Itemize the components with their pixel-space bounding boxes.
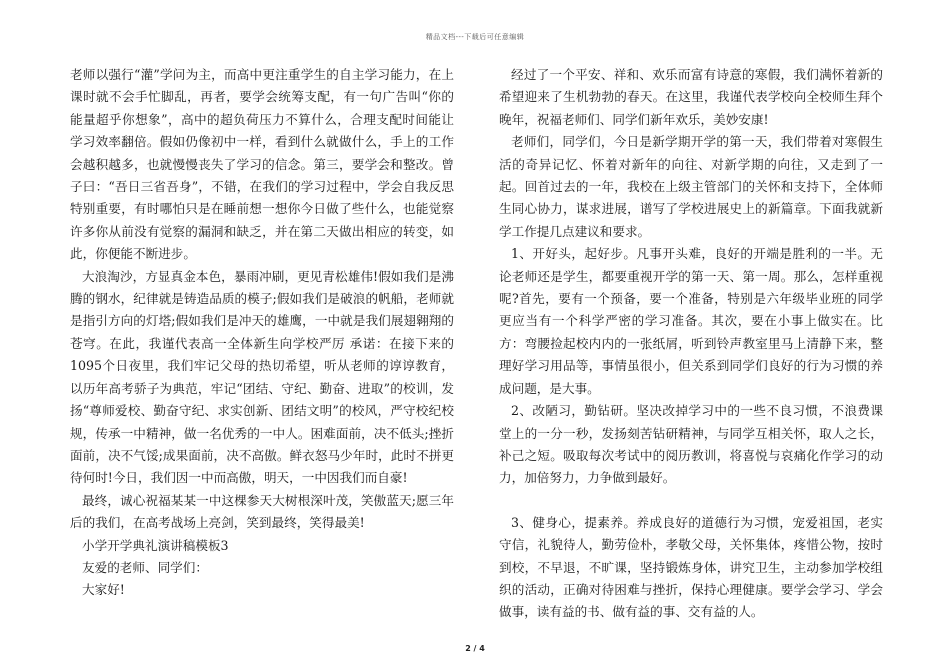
left-column [70, 64, 454, 602]
paragraph: 老师以强行“灌”学问为主，而高中更注重学生的自主学习能力，在上课时就不会手忙脚乱，再者，要学会统筹支配，有一句广告叫“你的能量超乎你想象”，高中的超负荷压力不算什么，合理支配时间能让学习效率翻倍。假如仍像初中一样，看到什么就做什么，手上的工作会越积越多，也就慢慢丧失了学习的信念。第三，要学会和整改。曾子曰：“吾日三省吾身”，不错，在我们的学习过程中，学会自我反思特别重要，有时哪怕只是在睡前想一想你今日做了些什么，也能觉察许多你从前没有觉察的漏洞和缺乏，并在第二天做出相应的转变，如此，你便能不断进步。 [70, 67, 454, 262]
paragraph: 1、开好头，起好步。凡事开头难，良好的开端是胜利的一半。无论老师还是学生，都要重视开学的第一天、第一周。那么，怎样重视呢?首先，要有一个预备，要一个准备，特别是六年级毕业班的同学更应当有一个科学严密的学习准备。其次，要在小事上做实在。比方：弯腰捡起校内内的一张纸屑，听到铃声教室里马上清静下来，整理好学习用品等，事情虽很小，但关系到同学们良好的行为习惯的养成问题，是大事。 [499, 246, 883, 396]
paragraph: 经过了一个平安、祥和、欢乐而富有诗意的寒假，我们满怀着新的希望迎来了生机勃勃的春天。在这里，我谨代表学校向全校师生拜个晚年，祝福老师们、同学们新年欢乐，美妙安康! [499, 67, 883, 127]
salutation: 友爱的老师、同学们： [82, 559, 208, 575]
paragraph: 大浪淘沙，方显真金本色，暴雨冲刷，更见青松雄伟!假如我们是沸腾的钢水，纪律就是铸造品质的模子;假如我们是破浪的帆船，老师就是指引方向的灯塔;假如我们是冲天的雄鹰，一中就是我们展翅翱翔的苍穹。在此，我谨代表高一全体新生向学校严厉 承诺：在接下来的1095个日夜里，我们牢记父母的热切希望，听从老师的谆谆教育，以历年高考骄子为典范，牢记“团结、守纪、勤奋、进取”的校训，发扬“尊师爱校、勤奋守纪、求实创新、团结文明”的校风，严守校纪校规，传承一中精神，做一名优秀的一中人。困难面前，决不低头;挫折面前，决不气馁;成果面前，决不高傲。鲜衣怒马少年时，此时不拼更待何时!今日，我们因一中而高傲，明天，一中因我们而自豪! [70, 268, 454, 486]
paragraph: 最终，诚心祝福某某一中这棵参天大树根深叶茂，笑傲蓝天;愿三年后的我们，在高考战场上亮剑，笑到最终，笑得最美! [70, 492, 454, 531]
paragraph: 2、改陋习，勤钻研。坚决改掉学习中的一些不良习惯，不浪费课堂上的一分一秒，发扬刻苦钻研精神，与同学互相关怀，取人之长，补己之短。吸取每次考试中的阅历教训，将喜悦与哀痛化作学习的动力，加倍努力，力争做到最好。 [499, 403, 883, 486]
right-column [499, 64, 883, 624]
page-header: 精品文档---下载后可任意编辑 [425, 33, 525, 41]
paragraph: 3、健身心，提素养。养成良好的道德行为习惯，宠爱祖国，老实守信，礼貌待人，勤劳俭朴，孝敬父母，关怀集体，疼惜公物，按时到校，不早退，不旷课，坚持锻炼身体，讲究卫生，主动参加学校组织的活动，正确对待困难与挫折，保持心理健康。要学会学习、学会做事，读有益的书、做有益的事、交有益的人。 [499, 514, 883, 620]
greeting: 大家好! [82, 582, 125, 598]
section-title: 小学开学典礼演讲稿模板3 [82, 537, 229, 553]
page-number: 2 / 4 [465, 644, 485, 653]
paragraph: 老师们，同学们，今日是新学期开学的第一天，我们带着对寒假生活的奇异记忆、怀着对新年的向往、对新学期的向往，又走到了一起。回首过去的一年，我校在上级主管部门的关怀和支持下，全体师生同心协力，谋求进展，谱写了学校进展史上的新篇章。下面我就新学工作提几点建议和要求。 [499, 134, 883, 239]
